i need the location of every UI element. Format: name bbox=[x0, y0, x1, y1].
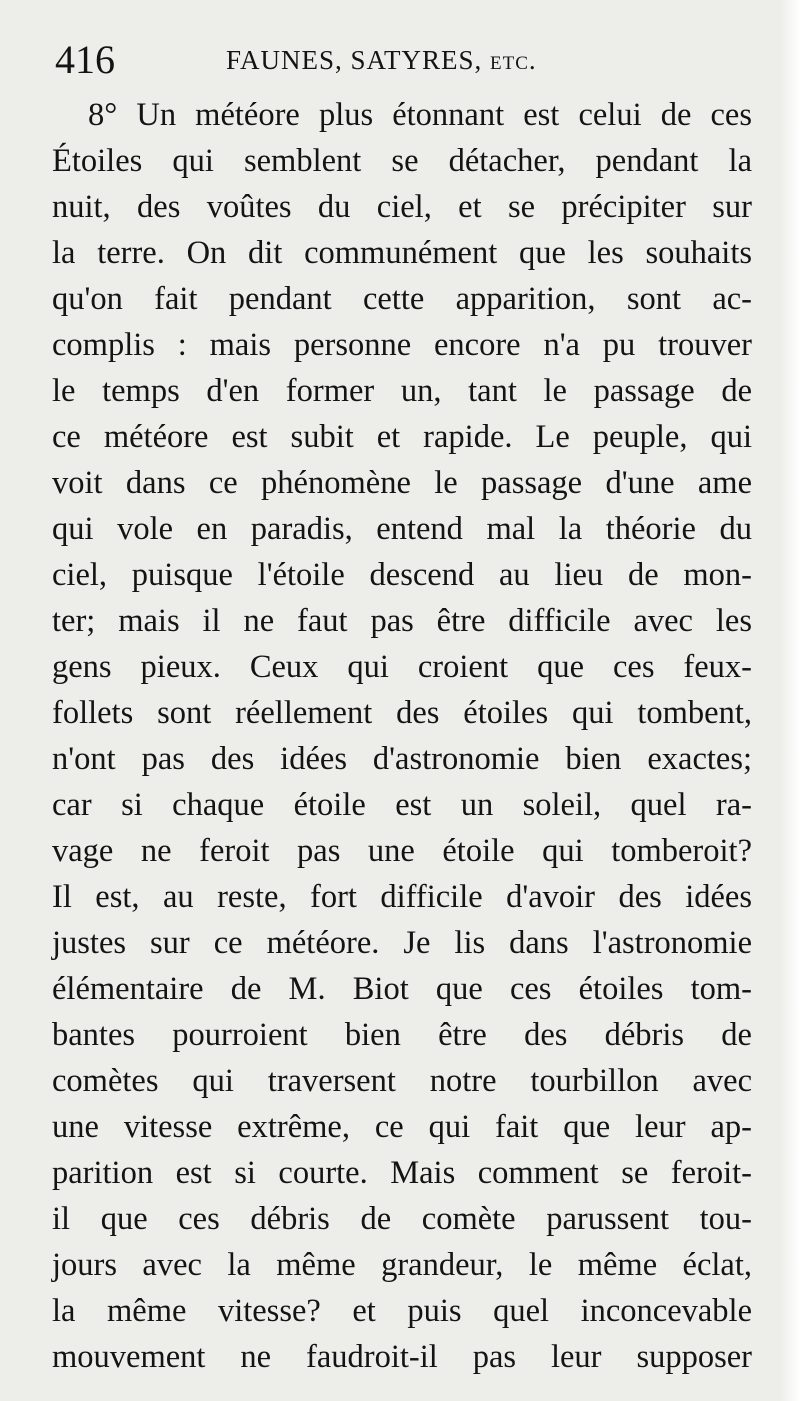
text-line: il que ces débris de comète parussent tou- bbox=[52, 1201, 752, 1237]
text-line: comètes qui traversent notre tourbillon avec bbox=[52, 1063, 752, 1099]
text-line: la terre. On dit communément que les souhaits bbox=[52, 235, 752, 271]
text-line: ciel, puisque l'étoile descend au lieu de mon- bbox=[52, 557, 752, 593]
text-line: bantes pourroient bien être des débris de bbox=[52, 1017, 752, 1053]
text-line: gens pieux. Ceux qui croient que ces feux- bbox=[52, 649, 752, 685]
text-line: qui vole en paradis, entend mal la théorie du bbox=[52, 511, 752, 547]
text-line: voit dans ce phénomène le passage d'une ame bbox=[52, 465, 752, 501]
text-line: nuit, des voûtes du ciel, et se précipiter sur bbox=[52, 189, 752, 225]
text-line: ce météore est subit et rapide. Le peuple, qui bbox=[52, 419, 752, 455]
text-line: élémentaire de M. Biot que ces étoiles tom- bbox=[52, 971, 752, 1007]
text-line: mouvement ne faudroit-il pas leur supposer bbox=[52, 1339, 752, 1375]
text-line: Il est, au reste, fort difficile d'avoir des idées bbox=[52, 879, 752, 915]
text-line: jours avec la même grandeur, le même éclat, bbox=[52, 1247, 752, 1283]
text-line: qu'on fait pendant cette apparition, sont ac- bbox=[52, 281, 752, 317]
page-edge bbox=[780, 0, 800, 1401]
page-number: 416 bbox=[55, 37, 115, 82]
text-line: 8° Un météore plus étonnant est celui de ces bbox=[88, 97, 752, 133]
text-line: la même vitesse? et puis quel inconcevable bbox=[52, 1293, 752, 1329]
running-title: FAUNES, SATYRES, etc. bbox=[226, 45, 537, 75]
text-line: vage ne feroit pas une étoile qui tomberoit? bbox=[52, 833, 752, 869]
text-line: n'ont pas des idées d'astronomie bien exactes; bbox=[52, 741, 752, 777]
text-line: complis : mais personne encore n'a pu trouver bbox=[52, 327, 752, 363]
text-line: Étoiles qui semblent se détacher, pendant la bbox=[52, 143, 752, 179]
body-text bbox=[52, 92, 752, 1380]
text-line: ter; mais il ne faut pas être difficile avec les bbox=[52, 603, 752, 639]
text-line: follets sont réellement des étoiles qui tombent, bbox=[52, 695, 752, 731]
text-line: parition est si courte. Mais comment se feroit- bbox=[52, 1155, 752, 1191]
page-header bbox=[52, 30, 752, 90]
text-line: le temps d'en former un, tant le passage de bbox=[52, 373, 752, 409]
text-line: car si chaque étoile est un soleil, quel ra- bbox=[52, 787, 752, 823]
text-line: une vitesse extrême, ce qui fait que leur ap- bbox=[52, 1109, 752, 1145]
text-line: justes sur ce météore. Je lis dans l'astronomie bbox=[52, 925, 752, 961]
